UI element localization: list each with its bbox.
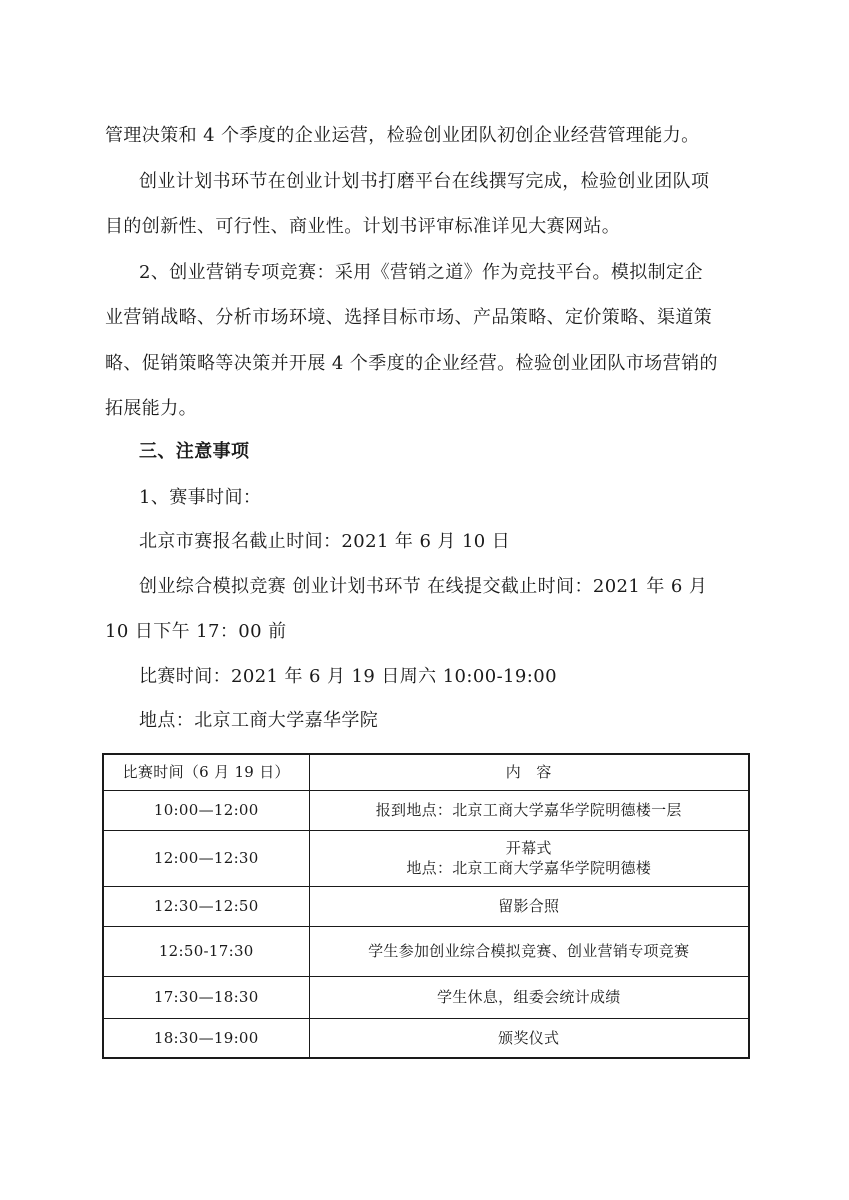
plan-deadline-line: 创业综合模拟竞赛 创业计划书环节 在线提交截止时间：2021 年 6 月 xyxy=(139,576,708,597)
table-row xyxy=(103,886,749,926)
paragraph-line: 业营销战略、分析市场环境、选择目标市场、产品策略、定价策略、渠道策 xyxy=(105,307,713,328)
row-content-line: 颁奖仪式 xyxy=(498,1028,560,1047)
table-row xyxy=(103,1018,749,1058)
row-content-line: 地点：北京工商大学嘉华学院明德楼 xyxy=(406,859,652,877)
row-time: 17:30—18:30 xyxy=(103,976,309,1018)
competition-location: 地点：北京工商大学嘉华学院 xyxy=(139,710,379,731)
header-time: 比赛时间（6 月 19 日） xyxy=(103,754,309,790)
section-heading: 三、注意事项 xyxy=(139,441,250,462)
row-content-line: 学生参加创业综合模拟竞赛、创业营销专项竞赛 xyxy=(368,942,690,960)
row-content-line: 留影合照 xyxy=(498,897,560,915)
paragraph-line: 管理决策和 4 个季度的企业运营，检验创业团队初创企业经营管理能力。 xyxy=(105,125,700,146)
table-row xyxy=(103,790,749,830)
row-content xyxy=(309,976,749,1018)
schedule-table xyxy=(102,753,750,1059)
table-header-row xyxy=(103,754,749,790)
paragraph-line: 略、促销策略等决策并开展 4 个季度的企业经营。检验创业团队市场营销的 xyxy=(105,353,718,374)
row-time: 12:30—12:50 xyxy=(103,886,309,926)
paragraph-line: 目的创新性、可行性、商业性。计划书评审标准详见大赛网站。 xyxy=(105,216,621,237)
paragraph-line: 创业计划书环节在创业计划书打磨平台在线撰写完成，检验创业团队项 xyxy=(139,171,710,192)
row-content xyxy=(309,830,749,886)
row-content-line: 开幕式 xyxy=(505,839,552,857)
paragraph-line: 拓展能力。 xyxy=(105,398,197,419)
row-content-line: 报到地点：北京工商大学嘉华学院明德楼一层 xyxy=(375,801,682,819)
paragraph-line: 2、创业营销专项竞赛：采用《营销之道》作为竞技平台。模拟制定企 xyxy=(139,262,703,283)
row-time: 18:30—19:00 xyxy=(103,1018,309,1058)
header-content: 内 容 xyxy=(309,754,749,790)
row-time: 12:50-17:30 xyxy=(103,926,309,976)
competition-time: 比赛时间：2021 年 6 月 19 日周六 10:00-19:00 xyxy=(139,666,557,687)
registration-deadline: 北京市赛报名截止时间：2021 年 6 月 10 日 xyxy=(139,531,511,552)
row-content xyxy=(309,790,749,830)
row-content-line: 学生休息，组委会统计成绩 xyxy=(436,988,621,1006)
list-item: 1、赛事时间： xyxy=(139,487,262,508)
table-row xyxy=(103,976,749,1018)
row-content xyxy=(309,886,749,926)
table-row xyxy=(103,830,749,886)
row-content xyxy=(309,926,749,976)
row-content xyxy=(309,1018,749,1058)
row-time: 12:00—12:30 xyxy=(103,830,309,886)
plan-deadline-line: 10 日下午 17：00 前 xyxy=(105,621,287,642)
row-time: 10:00—12:00 xyxy=(103,790,309,830)
table-row xyxy=(103,926,749,976)
